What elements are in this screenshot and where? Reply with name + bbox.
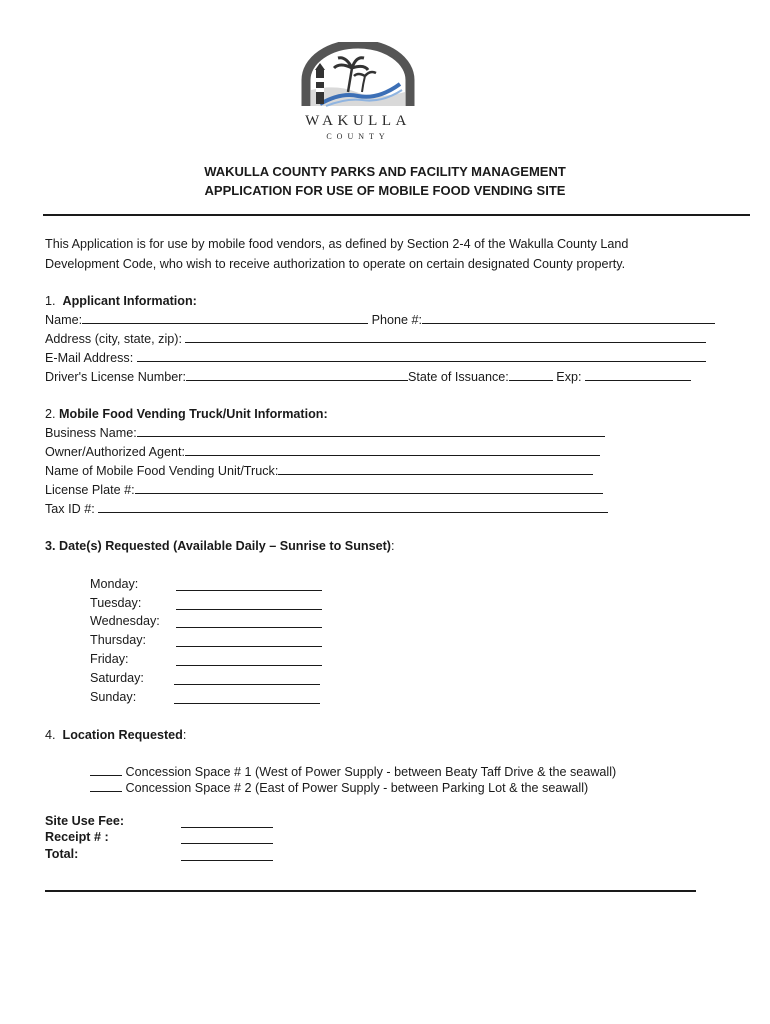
section3-number: 3. [45, 539, 56, 553]
phone-label: Phone #: [371, 313, 423, 327]
saturday-field[interactable] [174, 684, 320, 685]
monday-field[interactable] [176, 590, 322, 591]
county-logo [296, 42, 420, 146]
unit-row [45, 463, 593, 479]
day-label-friday: Friday: [90, 652, 129, 666]
lighthouse-river-emblem [296, 42, 420, 112]
receipt-label: Receipt # : [45, 830, 109, 844]
agent-row [45, 444, 600, 460]
section4-title: Location Requested [62, 728, 183, 742]
license-field[interactable] [186, 369, 408, 381]
phone-field[interactable] [422, 312, 715, 324]
section3-colon: : [390, 539, 395, 553]
sunday-field[interactable] [174, 703, 320, 704]
location-option-2-checkbox[interactable] [90, 780, 122, 792]
unit-field[interactable] [278, 463, 593, 475]
state-field[interactable] [509, 369, 553, 381]
thursday-field[interactable] [176, 646, 322, 647]
logo-subtitle: COUNTY [326, 132, 390, 141]
section1-title: Applicant Information: [62, 294, 197, 308]
day-label-wednesday: Wednesday: [90, 614, 160, 628]
day-label-monday: Monday: [90, 577, 139, 591]
day-label-tuesday: Tuesday: [90, 596, 142, 610]
name-label: Name: [45, 313, 83, 327]
state-label: State of Issuance: [407, 370, 509, 384]
document-title-line1: WAKULLA COUNTY PARKS AND FACILITY MANAGEMENT [204, 164, 566, 179]
email-row [45, 350, 706, 366]
taxid-label: Tax ID #: [45, 502, 95, 516]
receipt-field[interactable] [181, 843, 273, 844]
name-row [45, 312, 715, 328]
license-row [45, 369, 691, 385]
email-label: E-Mail Address: [45, 351, 134, 365]
section3-title: Date(s) Requested (Available Daily – Sunrise to Sunset) [59, 539, 391, 553]
name-field[interactable] [82, 312, 368, 324]
agent-field[interactable] [185, 444, 600, 456]
section2-number: 2. [45, 407, 56, 421]
document-title-line2: APPLICATION FOR USE OF MOBILE FOOD VENDING SITE [204, 183, 566, 198]
bottom-divider [45, 890, 696, 892]
section1-number: 1. [45, 294, 56, 308]
section1-heading [45, 293, 197, 309]
location-option-2 [90, 780, 588, 796]
section2-title: Mobile Food Vending Truck/Unit Information: [59, 407, 328, 421]
intro-text-line1: This Application is for use by mobile food vendors, as defined by Section 2-4 of the Wakulla County Land [45, 237, 629, 251]
address-label: Address (city, state, zip): [45, 332, 182, 346]
plate-row [45, 482, 603, 498]
taxid-row [45, 501, 608, 517]
address-row [45, 331, 706, 347]
total-field[interactable] [181, 860, 273, 861]
title-divider [43, 214, 750, 216]
exp-label: Exp: [556, 370, 582, 384]
location-option-1-checkbox[interactable] [90, 764, 122, 776]
address-field[interactable] [185, 331, 706, 343]
tuesday-field[interactable] [176, 609, 322, 610]
plate-field[interactable] [135, 482, 603, 494]
business-row [45, 425, 605, 441]
wednesday-field[interactable] [176, 627, 322, 628]
email-field[interactable] [137, 350, 706, 362]
day-label-thursday: Thursday: [90, 633, 146, 647]
section2-heading [45, 406, 328, 422]
total-label: Total: [45, 847, 79, 861]
business-label: Business Name: [45, 426, 137, 440]
site-fee-label: Site Use Fee: [45, 814, 125, 828]
day-label-saturday: Saturday: [90, 671, 144, 685]
friday-field[interactable] [176, 665, 322, 666]
business-field[interactable] [137, 425, 605, 437]
location-option-1 [90, 764, 616, 780]
site-fee-field[interactable] [181, 827, 273, 828]
exp-field[interactable] [585, 369, 691, 381]
section4-number: 4. [45, 728, 56, 742]
location-option-1-label: Concession Space # 1 (West of Power Supply - between Beaty Taff Drive & the seawall) [125, 765, 617, 779]
agent-label: Owner/Authorized Agent: [45, 445, 186, 459]
section4-heading [45, 727, 186, 743]
location-option-2-label: Concession Space # 2 (East of Power Supply - between Parking Lot & the seawall) [125, 781, 589, 795]
license-label: Driver's License Number: [45, 370, 186, 384]
intro-text-line2: Development Code, who wish to receive authorization to operate on certain designated County property. [45, 257, 626, 271]
unit-label: Name of Mobile Food Vending Unit/Truck: [45, 464, 279, 478]
plate-label: License Plate #: [45, 483, 135, 497]
day-label-sunday: Sunday: [90, 690, 137, 704]
section3-heading [45, 538, 394, 554]
section4-colon: : [182, 728, 187, 742]
taxid-field[interactable] [98, 501, 608, 513]
logo-wordmark: WAKULLA [305, 113, 411, 129]
